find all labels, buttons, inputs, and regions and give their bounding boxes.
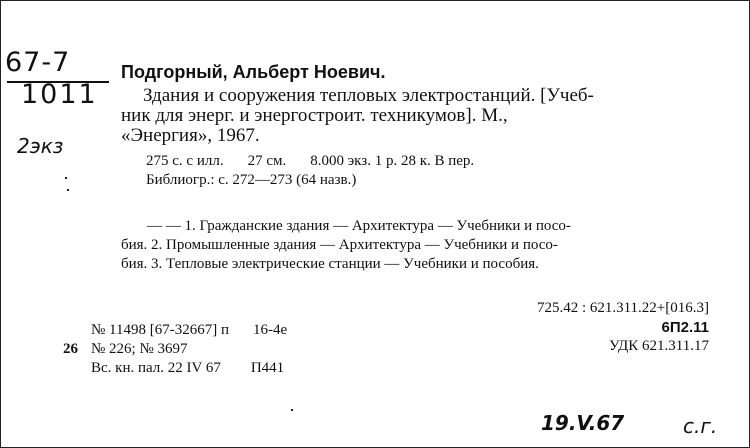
service-info xyxy=(63,321,287,378)
title-line-2-part-a: ник для энерг. xyxy=(121,105,235,126)
handwritten-date-suffix: с.г. xyxy=(683,414,718,438)
service-line-2-lead: 26 xyxy=(63,341,78,357)
collation xyxy=(146,152,498,190)
collation-bibliography: Библиогр.: с. 272—273 (64 назв.) xyxy=(146,172,357,188)
author-heading: Подгорный, Альберт Ноевич. xyxy=(121,62,386,82)
subjects-line-2: бия. 2. Промышленные здания — Архитектура — Учебники и посо- xyxy=(121,237,558,253)
service-line-3-b: П441 xyxy=(250,360,285,376)
udc-code: УДК 621.311.17 xyxy=(608,338,709,354)
service-line-3-a: Вс. кн. пал. 22 IV 67 xyxy=(91,360,221,376)
subject-headings xyxy=(121,217,711,274)
classification-codes xyxy=(537,299,709,356)
speck xyxy=(67,189,69,191)
udc-long-code: 725.42 : 621.311.22+[016.3] xyxy=(536,300,709,316)
title-line-2-part-b: и энергостроит. xyxy=(239,105,366,126)
subjects-line-1: — — 1. Гражданские здания — Архитектура — Учебники и посо- xyxy=(147,218,571,234)
title-line-3: «Энергия», 1967. xyxy=(121,125,260,146)
handwritten-shelf-mark: 67-7 xyxy=(5,47,71,78)
service-line-1-b: 16-4е xyxy=(253,322,288,338)
collation-pages: 275 с. с илл. xyxy=(146,153,224,169)
service-line-1 xyxy=(63,321,287,340)
service-line-2 xyxy=(63,340,287,359)
collation-price: 8.000 экз. 1 р. 28 к. В пер. xyxy=(310,153,475,169)
handwritten-copies: 2экз xyxy=(17,134,64,158)
subjects-line-3: бия. 3. Тепловые электрические станции — Учебники и пособия. xyxy=(121,256,539,272)
title-statement xyxy=(121,86,711,146)
handwritten-date: 19.V.67 xyxy=(541,411,625,435)
service-line-1-a: № 11498 [67-32667] п xyxy=(91,322,230,338)
title-line-2 xyxy=(121,106,711,126)
bbk-code: 6П2.11 xyxy=(661,319,709,336)
title-line-2-part-d: М., xyxy=(481,105,508,126)
service-line-3 xyxy=(63,359,287,378)
collation-size: 27 см. xyxy=(247,153,287,169)
title-line-2-part-c: техникумов]. xyxy=(370,105,477,126)
speck xyxy=(65,177,67,179)
handwritten-number: 1011 xyxy=(21,79,98,110)
title-line-1: Здания и сооружения тепловых электростанций. [Учеб- xyxy=(143,85,594,106)
speck xyxy=(291,409,293,411)
service-line-2-text: № 226; № 3697 xyxy=(91,341,188,357)
collation-line-1 xyxy=(146,152,498,171)
